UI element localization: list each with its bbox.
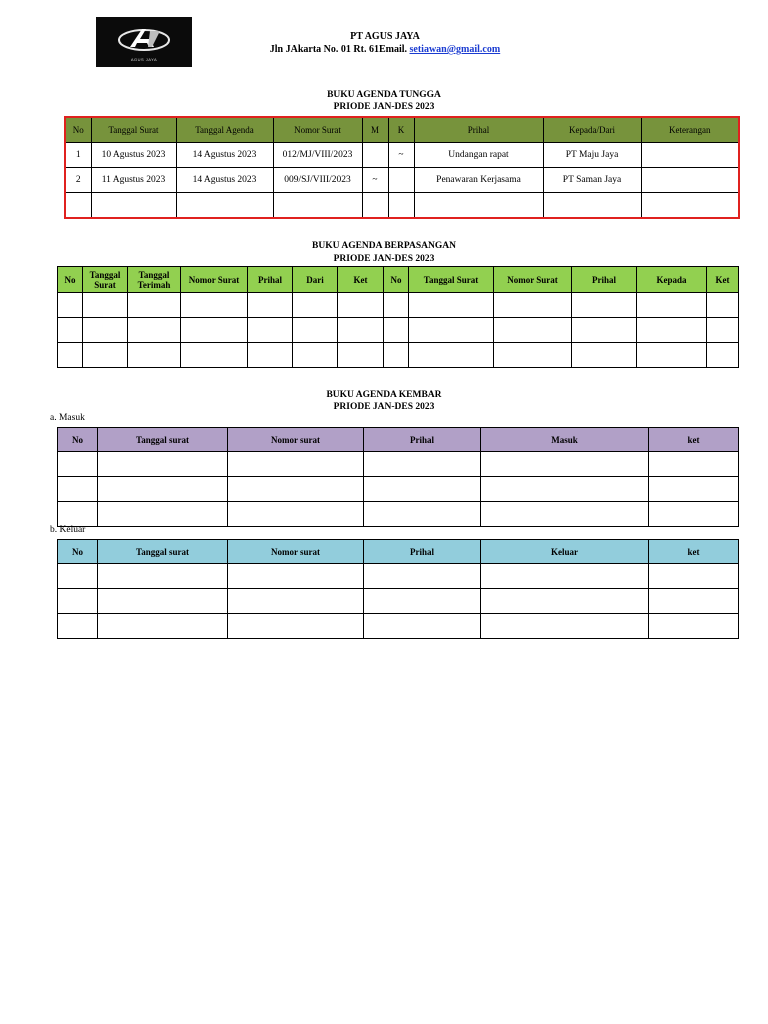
- table-cell: 11 Agustus 2023: [91, 168, 176, 193]
- berpasangan-col-header: Kepada: [637, 267, 707, 293]
- keluar-col-header: Prihal: [364, 540, 481, 564]
- keluar-header-row: [58, 540, 739, 564]
- table-row: [58, 343, 739, 368]
- masuk-col-header: No: [58, 428, 98, 452]
- table-cell: 009/SJ/VIII/2023: [273, 168, 362, 193]
- berpasangan-col-header: Prihal: [572, 267, 637, 293]
- table-row: [58, 564, 739, 589]
- berpasangan-col-header: No: [384, 267, 409, 293]
- berpasangan-period: PRIODE JAN-DES 2023: [333, 254, 435, 264]
- masuk-col-header: Masuk: [481, 428, 649, 452]
- table-cell: [388, 193, 414, 219]
- masuk-header-row: [58, 428, 739, 452]
- table-cell: [91, 193, 176, 219]
- berpasangan-col-header: Ket: [338, 267, 384, 293]
- kembar-period: PRIODE JAN-DES 2023: [333, 402, 435, 412]
- table-row: [65, 143, 739, 168]
- kembar-title: BUKU AGENDA KEMBAR: [326, 390, 442, 400]
- keluar-col-header: No: [58, 540, 98, 564]
- company-address: [235, 44, 535, 55]
- table-cell: [543, 193, 641, 219]
- table-row: [58, 477, 739, 502]
- table-cell: PT Saman Jaya: [543, 168, 641, 193]
- keluar-col-header: ket: [649, 540, 739, 564]
- berpasangan-col-header: Dari: [293, 267, 338, 293]
- table-cell: 1: [65, 143, 91, 168]
- table-row: [58, 293, 739, 318]
- tunggal-col-header: K: [388, 117, 414, 143]
- tunggal-col-header: Keterangan: [641, 117, 739, 143]
- table-row: [58, 614, 739, 639]
- berpasangan-header-row: [58, 267, 739, 293]
- berpasangan-col-header: Nomor Surat: [181, 267, 248, 293]
- table-cell: [641, 143, 739, 168]
- berpasangan-col-header: Tanggal Surat: [83, 267, 128, 293]
- masuk-col-header: Tanggal surat: [98, 428, 228, 452]
- tunggal-col-header: Kepada/Dari: [543, 117, 641, 143]
- masuk-col-header: Prihal: [364, 428, 481, 452]
- tunggal-title: BUKU AGENDA TUNGGA: [327, 90, 441, 100]
- table-row: [58, 318, 739, 343]
- logo-text: AGUS JAYA: [130, 57, 158, 62]
- table-cell: ~: [388, 143, 414, 168]
- berpasangan-col-header: Tanggal Surat: [409, 267, 494, 293]
- table-cell: [641, 193, 739, 219]
- tunggal-table: [64, 116, 740, 219]
- keluar-table: [57, 539, 739, 639]
- masuk-col-header: Nomor surat: [228, 428, 364, 452]
- table-cell: [362, 143, 388, 168]
- email-link[interactable]: setiawan@gmail.com: [409, 44, 501, 55]
- keluar-col-header: Nomor surat: [228, 540, 364, 564]
- company-name: PT AGUS JAYA: [350, 31, 420, 42]
- tunggal-col-header: Nomor Surat: [273, 117, 362, 143]
- table-cell: PT Maju Jaya: [543, 143, 641, 168]
- table-cell: [65, 193, 91, 219]
- table-row: [58, 452, 739, 477]
- table-cell: [176, 193, 273, 219]
- keluar-col-header: Keluar: [481, 540, 649, 564]
- table-cell: ~: [362, 168, 388, 193]
- keluar-col-header: Tanggal surat: [98, 540, 228, 564]
- table-cell: [388, 168, 414, 193]
- tunggal-col-header: M: [362, 117, 388, 143]
- table-cell: [641, 168, 739, 193]
- table-cell: Penawaran Kerjasama: [414, 168, 543, 193]
- table-cell: Undangan rapat: [414, 143, 543, 168]
- table-cell: 14 Agustus 2023: [176, 168, 273, 193]
- berpasangan-col-header: No: [58, 267, 83, 293]
- tunggal-col-header: No: [65, 117, 91, 143]
- masuk-table: [57, 427, 739, 527]
- address-text: Jln JAkarta No. 01 Rt. 61Email.: [269, 44, 408, 55]
- company-logo: [96, 17, 192, 67]
- table-row: [65, 168, 739, 193]
- masuk-label: a. Masuk: [50, 413, 85, 423]
- tunggal-period: PRIODE JAN-DES 2023: [333, 102, 435, 112]
- table-cell: 14 Agustus 2023: [176, 143, 273, 168]
- berpasangan-col-header: Nomor Surat: [494, 267, 572, 293]
- keluar-label: b. Keluar: [50, 525, 86, 535]
- table-cell: [362, 193, 388, 219]
- table-cell: 2: [65, 168, 91, 193]
- table-row: [58, 589, 739, 614]
- tunggal-col-header: Tanggal Agenda: [176, 117, 273, 143]
- berpasangan-col-header: Tanggal Terimah: [128, 267, 181, 293]
- table-cell: 10 Agustus 2023: [91, 143, 176, 168]
- berpasangan-col-header: Prihal: [248, 267, 293, 293]
- masuk-col-header: ket: [649, 428, 739, 452]
- table-row: [65, 193, 739, 219]
- table-row: [58, 502, 739, 527]
- table-cell: 012/MJ/VIII/2023: [273, 143, 362, 168]
- logo-emblem-icon: [116, 25, 172, 59]
- table-cell: [273, 193, 362, 219]
- tunggal-col-header: Prihal: [414, 117, 543, 143]
- berpasangan-table: [57, 266, 739, 368]
- berpasangan-title: BUKU AGENDA BERPASANGAN: [312, 241, 456, 251]
- tunggal-header-row: [65, 117, 739, 143]
- tunggal-col-header: Tanggal Surat: [91, 117, 176, 143]
- table-cell: [414, 193, 543, 219]
- berpasangan-col-header: Ket: [707, 267, 739, 293]
